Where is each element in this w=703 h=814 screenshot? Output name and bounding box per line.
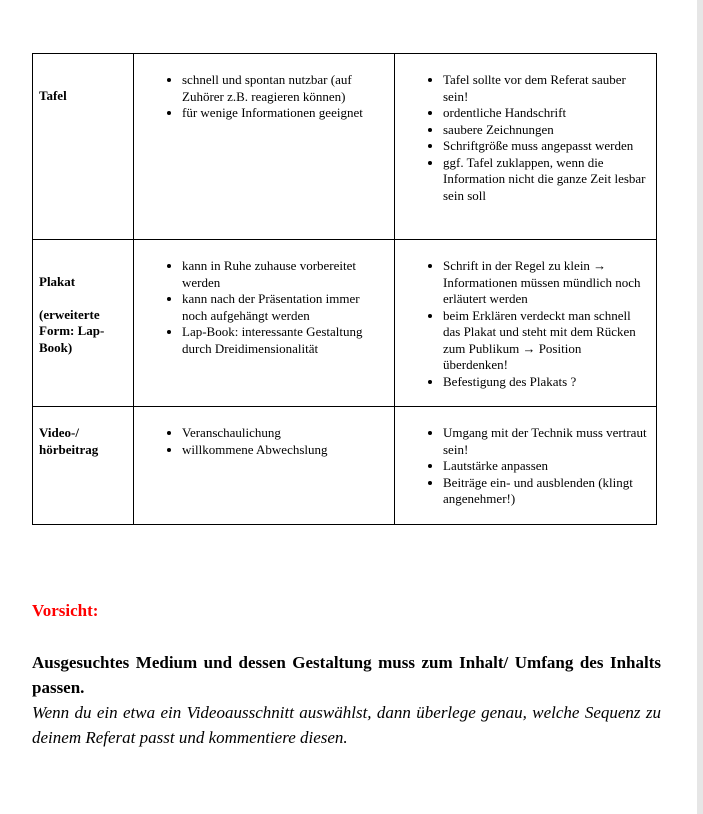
list-item: • willkommene Abwechslung (182, 442, 386, 459)
medium-cell (33, 54, 134, 240)
list-item: • Befestigung des Plakats ? (443, 374, 648, 391)
medium-cell (33, 240, 134, 407)
medium-label: Plakat (39, 274, 76, 289)
list-item: • schnell und spontan nutzbar (auf Zuhörer z.B. reagieren können) (182, 72, 386, 105)
table-row (33, 54, 657, 240)
page-edge (697, 0, 703, 814)
notes-cell (395, 240, 657, 407)
table-row (33, 240, 657, 407)
list-item: • beim Erklären verdeckt man schnell das Plakat und steht mit dem Rücken zum Publikum → Position überdenken! (443, 308, 648, 374)
warning-italic-text: Wenn du ein etwa ein Videoausschnitt auswählst, dann überlege genau, welche Sequenz zu deinem Referat passt und kommentiere diesen. (32, 703, 661, 747)
table-row (33, 407, 657, 525)
list-item: • ggf. Tafel zuklappen, wenn die Information nicht die ganze Zeit lesbar sein soll (443, 155, 648, 205)
pros-cell (134, 240, 395, 407)
list-item: • ordentliche Handschrift (443, 105, 648, 122)
list-item: • Veranschaulichung (182, 425, 386, 442)
notes-cell (395, 54, 657, 240)
warning-bold-text: Ausgesuchtes Medium und dessen Gestaltung muss zum Inhalt/ Umfang des Inhalts passen. (32, 653, 661, 697)
list-item: • Schriftgröße muss angepasst werden (443, 138, 648, 155)
warning-heading: Vorsicht: (32, 601, 99, 620)
list-item: • Schrift in der Regel zu klein → Informationen müssen mündlich noch erläutert werden (443, 258, 648, 308)
medium-cell (33, 407, 134, 525)
list-item: • Beiträge ein- und ausblenden (klingt angenehmer!) (443, 475, 648, 508)
list-item: • Lautstärke anpassen (443, 458, 648, 475)
medium-sublabel: (erweiterte Form: Lap-Book) (39, 306, 105, 355)
medium-label: Tafel (39, 88, 67, 103)
pros-cell (134, 54, 395, 240)
list-item: • Lap-Book: interessante Gestaltung durch Dreidimensionalität (182, 324, 386, 357)
medium-label: Video-/ hörbeitrag (39, 425, 99, 457)
media-table (32, 53, 657, 525)
list-item: • Umgang mit der Technik muss vertraut sein! (443, 425, 648, 458)
notes-cell (395, 407, 657, 525)
list-item: • Tafel sollte vor dem Referat sauber sein! (443, 72, 648, 105)
pros-cell (134, 407, 395, 525)
list-item: • saubere Zeichnungen (443, 122, 648, 139)
warning-text-block (32, 650, 661, 750)
list-item: • für wenige Informationen geeignet (182, 105, 386, 122)
list-item: • kann nach der Präsentation immer noch aufgehängt werden (182, 291, 386, 324)
list-item: • kann in Ruhe zuhause vorbereitet werden (182, 258, 386, 291)
